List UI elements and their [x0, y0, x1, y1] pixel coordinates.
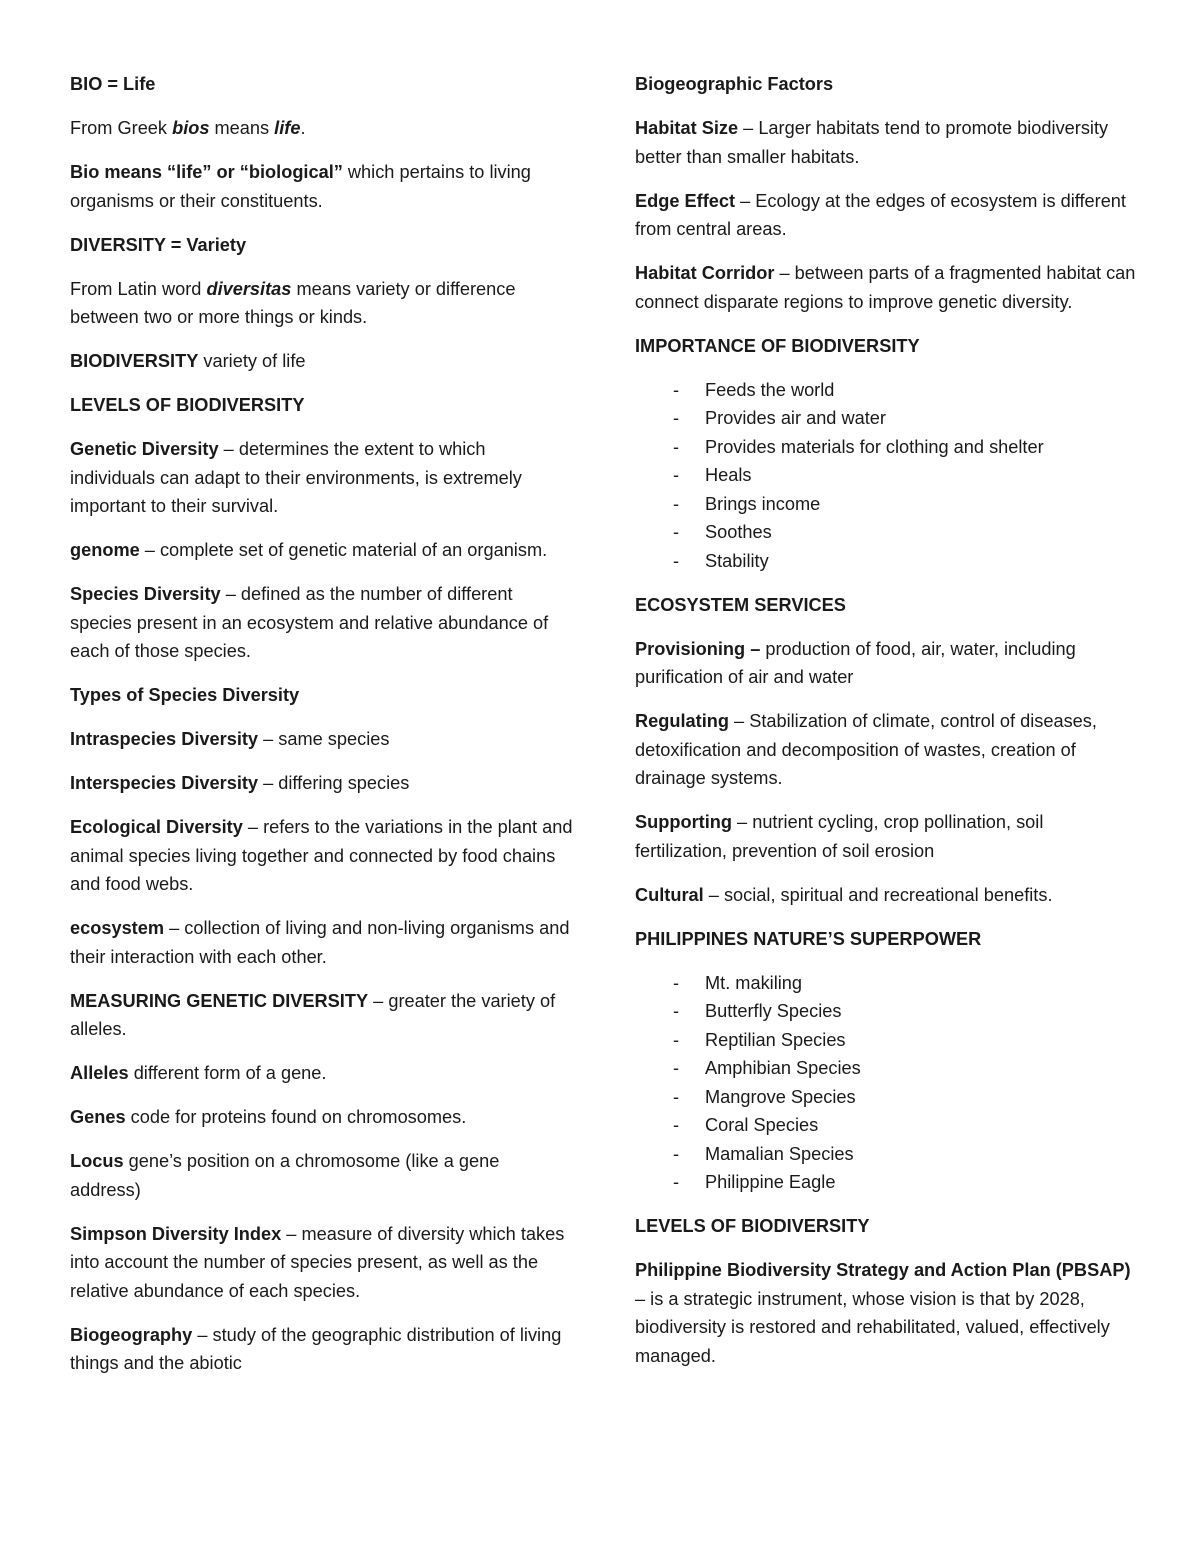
- ecological-diversity-paragraph: Ecological Diversity – refers to the variations in the plant and animal species living together and connected by food chains and food webs.: [70, 817, 573, 894]
- types-heading: Types of Species Diversity: [70, 685, 300, 705]
- list-item: - Amphibian Species: [635, 1054, 1140, 1083]
- list-item: - Philippine Eagle: [635, 1168, 1140, 1197]
- regulating-paragraph: Regulating – Stabilization of climate, control of diseases, detoxification and decomposition of wastes, creation of drainage systems.: [635, 711, 1097, 788]
- diversity-latin-paragraph: From Latin word diversitas means variety or difference between two or more things or kinds.: [70, 278, 516, 327]
- list-item: - Heals: [635, 461, 1140, 490]
- species-diversity-paragraph: Species Diversity – defined as the number of different species present in an ecosystem and relative abundance of each of those species.: [70, 584, 549, 661]
- intraspecies-paragraph: Intraspecies Diversity – same species: [70, 729, 390, 749]
- habitat-corridor-paragraph: Habitat Corridor – between parts of a fragmented habitat can connect disparate regions to improve genetic diversity.: [635, 263, 1136, 312]
- list-item: - Mangrove Species: [635, 1083, 1140, 1112]
- list-item: - Coral Species: [635, 1111, 1140, 1140]
- biodiversity-definition: BIODIVERSITY variety of life: [70, 351, 306, 371]
- genes-paragraph: Genes code for proteins found on chromosomes.: [70, 1107, 467, 1127]
- genetic-diversity-paragraph: Genetic Diversity – determines the extent to which individuals can adapt to their environments, is extremely important to their survival.: [70, 439, 522, 516]
- habitat-size-paragraph: Habitat Size – Larger habitats tend to promote biodiversity better than smaller habitats.: [635, 118, 1109, 167]
- list-item: - Brings income: [635, 490, 1140, 519]
- list-item: - Mamalian Species: [635, 1140, 1140, 1169]
- biogeography-paragraph: Biogeography – study of the geographic distribution of living things and the abiotic: [70, 1324, 562, 1373]
- superpower-heading: PHILIPPINES NATURE’S SUPERPOWER: [635, 928, 982, 949]
- list-item: - Stability: [635, 547, 1140, 576]
- bio-means-paragraph: Bio means “life” or “biological” which pertains to living organisms or their constituents.: [70, 162, 531, 211]
- superpower-list: [635, 969, 1140, 1197]
- list-item: - Provides air and water: [635, 404, 1140, 433]
- importance-heading: IMPORTANCE OF BIODIVERSITY: [635, 335, 920, 356]
- levels-heading-right: LEVELS OF BIODIVERSITY: [635, 1216, 870, 1236]
- measuring-paragraph: MEASURING GENETIC DIVERSITY – greater the variety of alleles.: [70, 990, 556, 1039]
- edge-effect-paragraph: Edge Effect – Ecology at the edges of ecosystem is different from central areas.: [635, 190, 1126, 239]
- ecosystem-paragraph: ecosystem – collection of living and non-living organisms and their interaction with each other.: [70, 918, 570, 967]
- services-heading: ECOSYSTEM SERVICES: [635, 594, 846, 615]
- levels-heading-left: LEVELS OF BIODIVERSITY: [70, 395, 305, 415]
- list-item: - Provides materials for clothing and shelter: [635, 433, 1140, 462]
- list-item: - Reptilian Species: [635, 1026, 1140, 1055]
- list-item: - Feeds the world: [635, 376, 1140, 405]
- left-column: [70, 70, 575, 1393]
- factors-heading: Biogeographic Factors: [635, 74, 834, 94]
- provisioning-paragraph: Provisioning – production of food, air, water, including purification of air and water: [635, 638, 1076, 687]
- interspecies-paragraph: Interspecies Diversity – differing species: [70, 773, 410, 793]
- pbsap-paragraph: Philippine Biodiversity Strategy and Action Plan (PBSAP) – is a strategic instrument, whose vision is that by 2028, biodiversity is restored and rehabilitated, valued, effectively managed.: [635, 1260, 1131, 1366]
- bio-heading: BIO = Life: [70, 74, 156, 94]
- importance-list: [635, 376, 1140, 576]
- right-column: [635, 70, 1140, 1386]
- list-item: - Mt. makiling: [635, 969, 1140, 998]
- genome-paragraph: genome – complete set of genetic material of an organism.: [70, 540, 548, 560]
- bio-greek-paragraph: From Greek bios means life.: [70, 118, 306, 138]
- locus-paragraph: Locus gene’s position on a chromosome (like a gene address): [70, 1151, 500, 1200]
- simpson-paragraph: Simpson Diversity Index – measure of diversity which takes into account the number of species present, as well as the relative abundance of each species.: [70, 1223, 565, 1301]
- cultural-paragraph: Cultural – social, spiritual and recreational benefits.: [635, 884, 1053, 905]
- alleles-paragraph: Alleles different form of a gene.: [70, 1063, 327, 1083]
- list-item: - Soothes: [635, 518, 1140, 547]
- list-item: - Butterfly Species: [635, 997, 1140, 1026]
- supporting-paragraph: Supporting – nutrient cycling, crop pollination, soil fertilization, prevention of soil erosion: [635, 812, 1044, 861]
- diversity-heading: DIVERSITY = Variety: [70, 234, 247, 255]
